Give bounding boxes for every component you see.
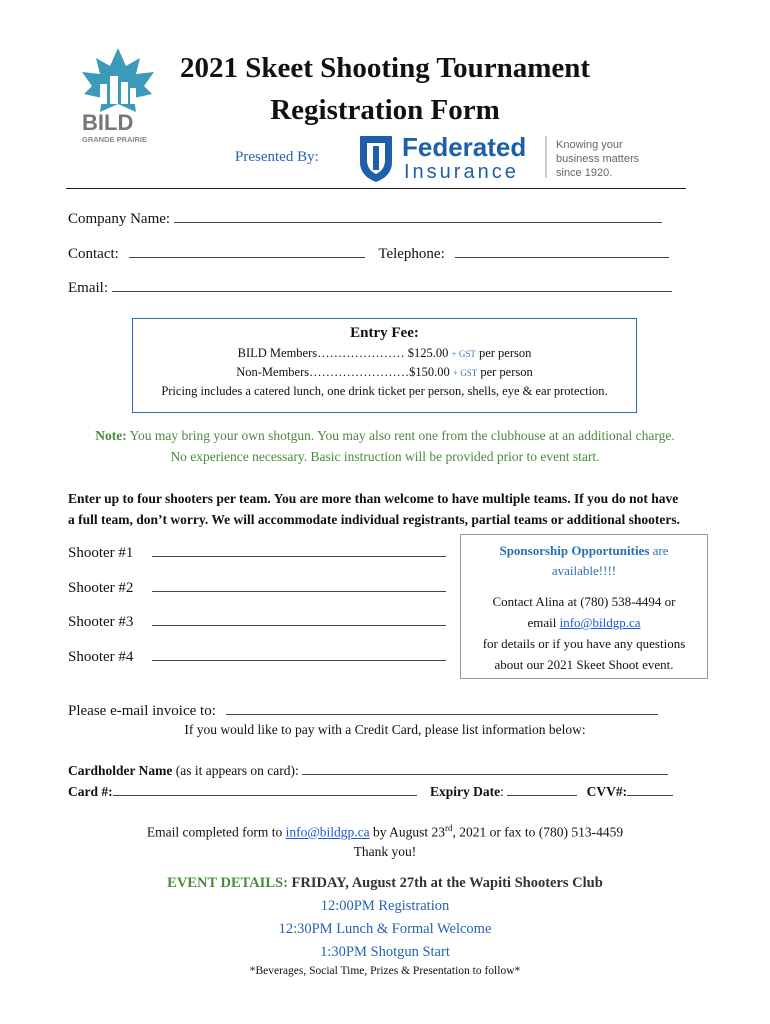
company-name-row bbox=[68, 208, 662, 228]
submit-sup: rd bbox=[445, 823, 453, 833]
shooter-label: Shooter #1 bbox=[68, 545, 134, 561]
invoice-row bbox=[68, 700, 658, 720]
shooter-input[interactable] bbox=[152, 542, 446, 557]
cardholder-input[interactable] bbox=[302, 762, 668, 775]
bild-logo-word: BILD bbox=[82, 110, 134, 135]
company-name-label: Company Name: bbox=[68, 211, 171, 227]
company-name-input[interactable] bbox=[174, 208, 662, 223]
telephone-input[interactable] bbox=[455, 243, 669, 258]
cardholder-label-note: (as it appears on card): bbox=[175, 763, 299, 778]
expiry-input[interactable] bbox=[507, 783, 577, 796]
note-line-1 bbox=[40, 428, 730, 444]
shooter-input[interactable] bbox=[152, 611, 446, 626]
cvv-input[interactable] bbox=[627, 783, 673, 796]
note-line-2: No experience necessary. Basic instruction will be provided prior to event start. bbox=[170, 449, 600, 464]
thank-you: Thank you! bbox=[353, 844, 417, 859]
submit-rest: , 2021 or fax to (780) 513-4459 bbox=[452, 824, 624, 840]
sponsorship-email-line bbox=[461, 612, 707, 633]
invoice-label: Please e-mail invoice to: bbox=[68, 703, 216, 719]
submit-email-link[interactable]: info@bildgp.ca bbox=[285, 824, 370, 840]
entry-fee-box bbox=[132, 318, 637, 413]
fee-includes: Pricing includes a catered lunch, one drink ticket per person, shells, eye & ear protection. bbox=[161, 384, 608, 398]
contact-label: Contact: bbox=[68, 246, 119, 262]
bild-logo bbox=[78, 46, 158, 146]
sponsorship-title: Sponsorship Opportunities bbox=[499, 543, 650, 558]
note-label: Note: bbox=[95, 428, 127, 443]
shooter-row bbox=[68, 611, 446, 631]
event-shotgun-start: 1:30PM Shotgun Start bbox=[320, 944, 450, 960]
fee-members: BILD Members………………… $125.00 bbox=[237, 346, 449, 360]
shooter-input[interactable] bbox=[152, 577, 446, 592]
contact-row bbox=[68, 243, 669, 263]
submit-prefix: Email completed form to bbox=[146, 824, 283, 840]
expiry-label: Expiry Date bbox=[430, 784, 501, 799]
fee-members-row bbox=[133, 346, 636, 361]
email-row bbox=[68, 277, 672, 297]
event-details-label: EVENT DETAILS: bbox=[167, 875, 288, 891]
sponsorship-about: about our 2021 Skeet Shoot event. bbox=[494, 657, 674, 672]
cardholder-row bbox=[68, 762, 668, 779]
note-text-1: You may bring your own shotgun. You may also rent one from the clubhouse at an additional charge. bbox=[129, 428, 675, 443]
header-divider bbox=[66, 188, 686, 189]
fee-nonmembers-gst: + GST bbox=[452, 368, 478, 378]
card-number-input[interactable] bbox=[113, 783, 417, 796]
contact-input[interactable] bbox=[129, 243, 365, 258]
page-subtitle: Registration Form bbox=[270, 94, 500, 126]
shooter-row bbox=[68, 577, 446, 597]
fee-nonmembers-row bbox=[133, 365, 636, 380]
sponsorship-email-link[interactable]: info@bildgp.ca bbox=[559, 615, 641, 630]
event-footer-note: *Beverages, Social Time, Prizes & Presentation to follow* bbox=[249, 965, 521, 977]
card-number-row: Card #: Expiry Date: CVV#: bbox=[68, 783, 673, 800]
cvv-label: CVV#: bbox=[586, 784, 628, 799]
sponsorship-email-prefix: email bbox=[527, 615, 557, 630]
entry-fee-heading: Entry Fee: bbox=[350, 325, 419, 341]
credit-card-note: If you would like to pay with a Credit Card, please list information below: bbox=[184, 722, 586, 737]
sponsorship-heading bbox=[461, 541, 707, 581]
sponsorship-box bbox=[460, 534, 708, 679]
page-title: 2021 Skeet Shooting Tournament bbox=[179, 52, 591, 84]
federated-sub: Insurance bbox=[404, 161, 519, 183]
telephone-label: Telephone: bbox=[378, 246, 445, 262]
shooter-label: Shooter #2 bbox=[68, 580, 134, 596]
shooter-label: Shooter #3 bbox=[68, 614, 134, 630]
team-intro-line-2: a full team, don’t worry. We will accommodate individual registrants, partial teams or additional shooters. bbox=[68, 512, 680, 527]
event-date-place: FRIDAY, August 27th at the Wapiti Shooters Club bbox=[291, 875, 603, 891]
sponsorship-contact bbox=[461, 591, 707, 675]
sponsorship-contact-line: Contact Alina at (780) 538-4494 or bbox=[492, 594, 676, 609]
shooter-label: Shooter #4 bbox=[68, 649, 134, 665]
shooter-input[interactable] bbox=[152, 646, 446, 661]
federated-insurance-logo bbox=[358, 132, 648, 184]
federated-tagline-2: business matters bbox=[556, 153, 640, 165]
shooter-row bbox=[68, 646, 446, 666]
fee-nonmembers: Non-Members……………………$150.00 bbox=[236, 365, 450, 379]
submit-by: by August 23 bbox=[373, 824, 446, 840]
federated-name: Federated bbox=[402, 132, 527, 162]
invoice-email-input[interactable] bbox=[226, 700, 658, 715]
shooter-row bbox=[68, 542, 446, 562]
sponsorship-available: available!!!! bbox=[551, 563, 617, 578]
presented-by-label: Presented By: bbox=[235, 149, 319, 165]
fee-members-per: per person bbox=[478, 346, 532, 360]
sponsorship-are: are bbox=[652, 543, 669, 558]
federated-tagline-3: since 1920. bbox=[556, 167, 613, 179]
federated-tagline-1: Knowing your bbox=[556, 139, 623, 151]
event-details-title bbox=[40, 875, 730, 892]
bild-logo-subtitle: GRANDE PRAIRIE bbox=[82, 135, 148, 144]
team-intro bbox=[68, 488, 718, 530]
card-number-label: Card #: bbox=[68, 784, 113, 799]
email-input[interactable] bbox=[112, 277, 672, 292]
cardholder-label: Cardholder Name bbox=[68, 763, 173, 778]
email-label: Email: bbox=[68, 280, 108, 296]
submit-instructions bbox=[40, 823, 730, 841]
sponsorship-details: for details or if you have any questions bbox=[482, 636, 686, 651]
fee-members-gst: + GST bbox=[451, 349, 476, 359]
event-lunch: 12:30PM Lunch & Formal Welcome bbox=[278, 921, 492, 937]
fee-nonmembers-per: per person bbox=[480, 365, 533, 379]
team-intro-line-1: Enter up to four shooters per team. You are more than welcome to have multiple teams. If you do not have bbox=[68, 491, 679, 506]
event-registration: 12:00PM Registration bbox=[320, 898, 450, 914]
